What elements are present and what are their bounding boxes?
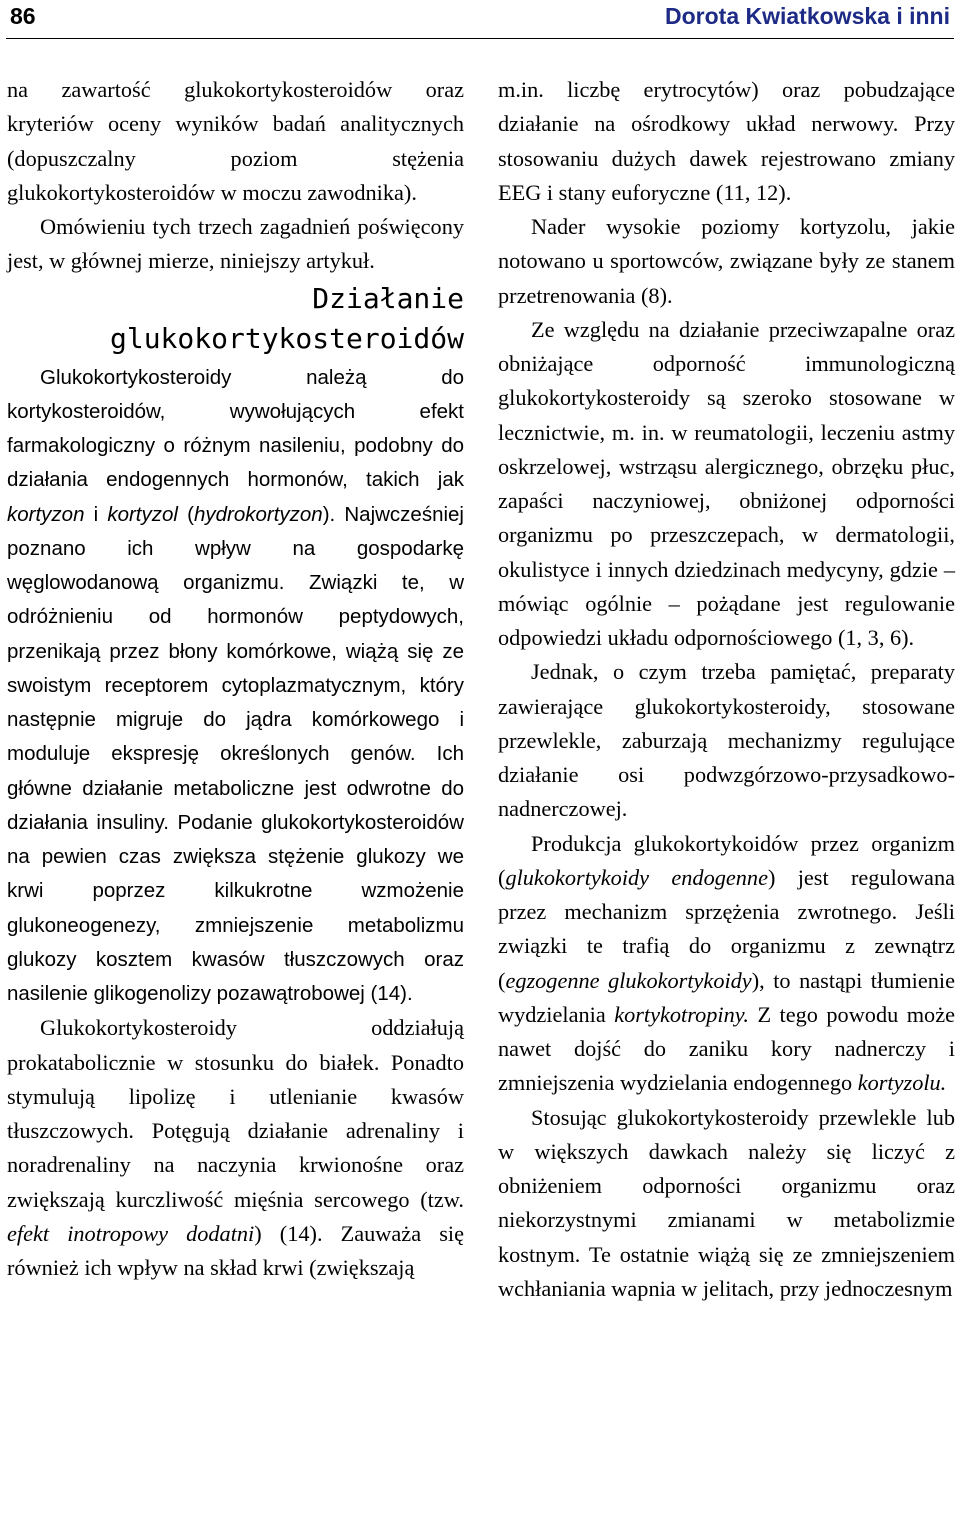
paragraph: Jednak, o czym trzeba pamiętać, preparaty zawierające glukokortykosteroidy, stosowane przewlekle, zaburzają mechanizmy regulujące działanie osi podwzgórzowo-przysadkowo-nadnerczowej. [498, 659, 955, 822]
paragraph: Glukokortykosteroidy oddziałują prokatabolicznie w stosunku do białek. Ponadto stymulują lipolizę i utlenianie kwasów tłuszczowych. Potęgują działanie adrenaliny i noradrenaliny na naczynia krwionośne oraz zwiększają kurczliwość mięśnia sercowego (tzw. efekt inotropowy dodatni) (14). Zauważa się również ich wpływ na skład krwi (zwiększają [7, 1015, 465, 1280]
italic-term: hydrokortyzon [193, 502, 323, 526]
italic-term: kortykotropiny. [614, 1001, 749, 1027]
paragraph: na zawartość glukokortykosteroidów oraz kryteriów oceny wyników badań analitycznych (dopuszczalny poziom stężenia glukokortykosteroidów w moczu zawodnika). [7, 77, 464, 205]
page-header [6, 0, 954, 39]
left-column [7, 73, 464, 1285]
paragraph: Produkcja glukokortykoidów przez organizm (glukokortykoidy endogenne) jest regulowana przez mechanizm sprzężenia zwrotnego. Jeśli związki te trafią do organizmu z zewnątrz (egzogenne glukokortykoidy), to nastąpi tłumienie wydzielania kortykotropiny. Z tego powodu może nawet dojść do zaniku kory nadnerczy i zmniejszenia wydzielania endogennego kortyzolu. [498, 830, 956, 1096]
italic-term: egzogenne glukokortykoidy [505, 967, 752, 993]
italic-term: kortyzolu. [857, 1070, 947, 1096]
paragraph: Nader wysokie poziomy kortyzolu, jakie notowano u sportowców, związane były ze stanem przetrenowania (8). [498, 214, 955, 308]
italic-term: kortyzon [7, 502, 85, 526]
section-heading-line: Działanie [312, 281, 464, 315]
paragraph: m.in. liczbę erytrocytów) oraz pobudzające działanie na ośrodkowy układ nerwowy. Przy stosowaniu dużych dawek rejestrowano zmiany EEG i stany euforyczne (11, 12). [498, 77, 955, 205]
italic-term: kortyzol [107, 502, 178, 526]
section-heading-line: glukokortykosteroidów [109, 321, 464, 355]
right-column [498, 73, 955, 1306]
italic-term: glukokortykoidy endogenne [505, 864, 768, 890]
paragraph: Glukokortykosteroidy należą do kortykosteroidów, wywołujących efekt farmakologiczny o różnym nasileniu, podobny do działania endogennych hormonów, takich jak kortyzon i kortyzol (hydrokortyzon). Najwcześniej poznano ich wpływ na gospodarkę węglowodanową organizmu. Związki te, w odróżnieniu od hormonów peptydowych, przenikają przez błony komórkowe, wiążą się ze swoistym receptorem cytoplazmatycznym, który następnie migruje do jądra komórkowego i moduluje ekspresję określonych genów. Ich główne działanie metaboliczne jest odwrotne do działania insuliny. Podanie glukokortykosteroidów na pewien czas zwiększa stężenie glukozy we krwi poprzez kilkukrotne wzmożenie glukoneogenezy, zmniejszenie metabolizmu glukozy kosztem kwasów tłuszczowych oraz nasilenie glikogenolizy pozawątrobowej (14). [7, 365, 464, 1005]
italic-term: efekt inotropowy dodatni [7, 1220, 255, 1246]
paragraph: Ze względu na działanie przeciwzapalne oraz obniżające odporność immunologiczną glukokortykosteroidy są szeroko stosowane w lecznictwie, m. in. w reumatologii, leczeniu astmy oskrzelowej, wstrząsu alergicznego, obrzęku płuc, zapaści naczyniowej, obniżonej odporności organizmu po przeszczepach, w dermatologii, okulistyce i innych dziedzinach medycyny, gdzie – mówiąc ogólnie – pożądane jest regulowanie odpowiedzi układu odpornościowego (1, 3, 6). [498, 316, 955, 650]
paragraph: Omówieniu tych trzech zagadnień poświęcony jest, w głównej mierze, niniejszy artykuł. [7, 214, 464, 274]
section-heading [7, 279, 464, 359]
running-head: Dorota Kwiatkowska i inni [665, 3, 950, 29]
page-number: 86 [10, 3, 36, 29]
paragraph: Stosując glukokortykosteroidy przewlekle lub w większych dawkach należy się liczyć z obniżeniem odporności organizmu oraz niekorzystnymi zmianami w metabolizmie kostnym. Te ostatnie wiążą się ze zmniejszeniem wchłaniania wapnia w jelitach, przy jednoczesnym [498, 1104, 955, 1301]
